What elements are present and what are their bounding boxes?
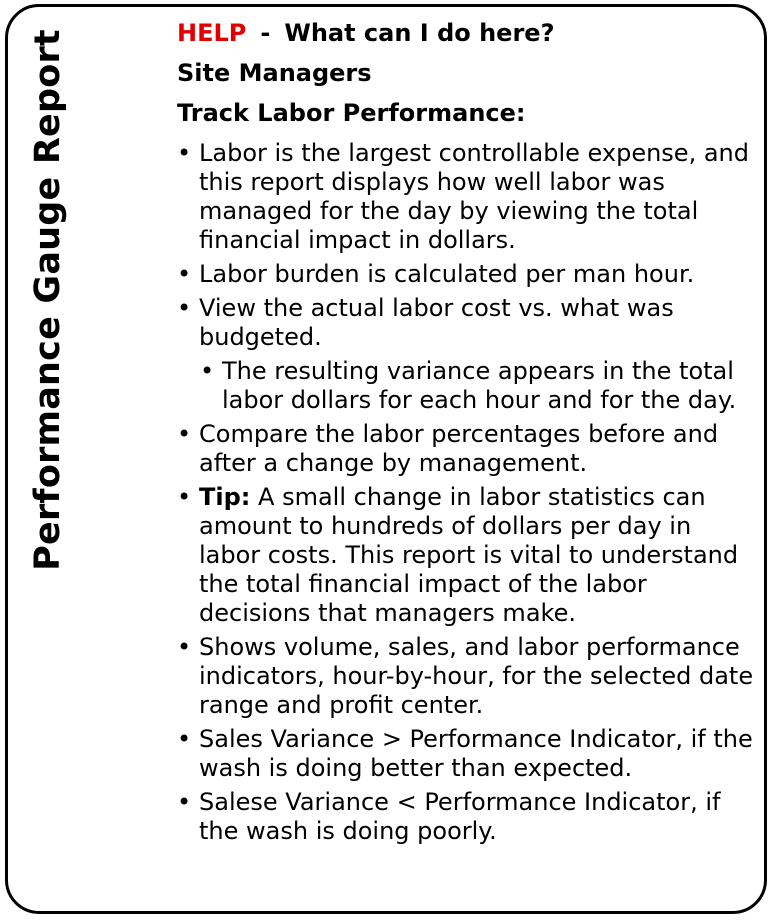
list-item-text: The resulting variance appears in the total labor dollars for each hour and for the day. <box>222 357 737 414</box>
help-bullet-list <box>177 139 757 846</box>
report-title-vertical: Performance Gauge Report <box>28 29 68 571</box>
bullet-icon: • <box>177 483 192 511</box>
list-item <box>177 420 757 478</box>
help-label: HELP <box>177 19 247 47</box>
bullet-icon: • <box>177 139 192 167</box>
help-panel <box>5 4 767 914</box>
help-header <box>177 17 757 49</box>
list-item-text: Labor burden is calculated per man hour. <box>199 260 695 288</box>
list-item <box>177 294 757 352</box>
audience-heading: Site Managers <box>177 59 372 87</box>
bullet-icon: • <box>177 294 192 322</box>
bullet-icon: • <box>177 633 192 661</box>
list-item <box>177 633 757 720</box>
list-item-text: Salese Variance < Performance Indicator, if the wash is doing poorly. <box>199 788 721 845</box>
bullet-icon: • <box>177 260 192 288</box>
list-item-text: View the actual labor cost vs. what was budgeted. <box>199 294 674 351</box>
tip-list-item <box>177 483 757 628</box>
help-content <box>177 17 757 851</box>
bullet-icon: • <box>177 788 192 816</box>
bullet-icon: • <box>177 420 192 448</box>
bullet-icon: • <box>200 357 215 385</box>
help-separator: - <box>260 19 271 47</box>
list-item-text: Shows volume, sales, and labor performance indicators, hour-by-hour, for the selected date range and profit center. <box>199 633 754 719</box>
list-item <box>177 788 757 846</box>
list-item-text: Sales Variance > Performance Indicator, if the wash is doing better than expected. <box>199 725 753 782</box>
tip-label: Tip: <box>199 483 251 511</box>
list-item <box>177 725 757 783</box>
section-heading: Track Labor Performance: <box>177 99 526 127</box>
list-item <box>177 260 757 289</box>
bullet-icon: • <box>177 725 192 753</box>
list-item-text: A small change in labor statistics can amount to hundreds of dollars per day in labor costs. This report is vital to understand the total financial impact of the labor decisions that managers make. <box>199 483 739 627</box>
help-question: What can I do here? <box>284 19 555 47</box>
list-item-text: Labor is the largest controllable expense, and this report displays how well labor was managed for the day by viewing the total financial impact in dollars. <box>199 139 749 254</box>
list-item-text: Compare the labor percentages before and after a change by management. <box>199 420 719 477</box>
list-item <box>177 139 757 255</box>
sub-list-item <box>200 357 757 415</box>
